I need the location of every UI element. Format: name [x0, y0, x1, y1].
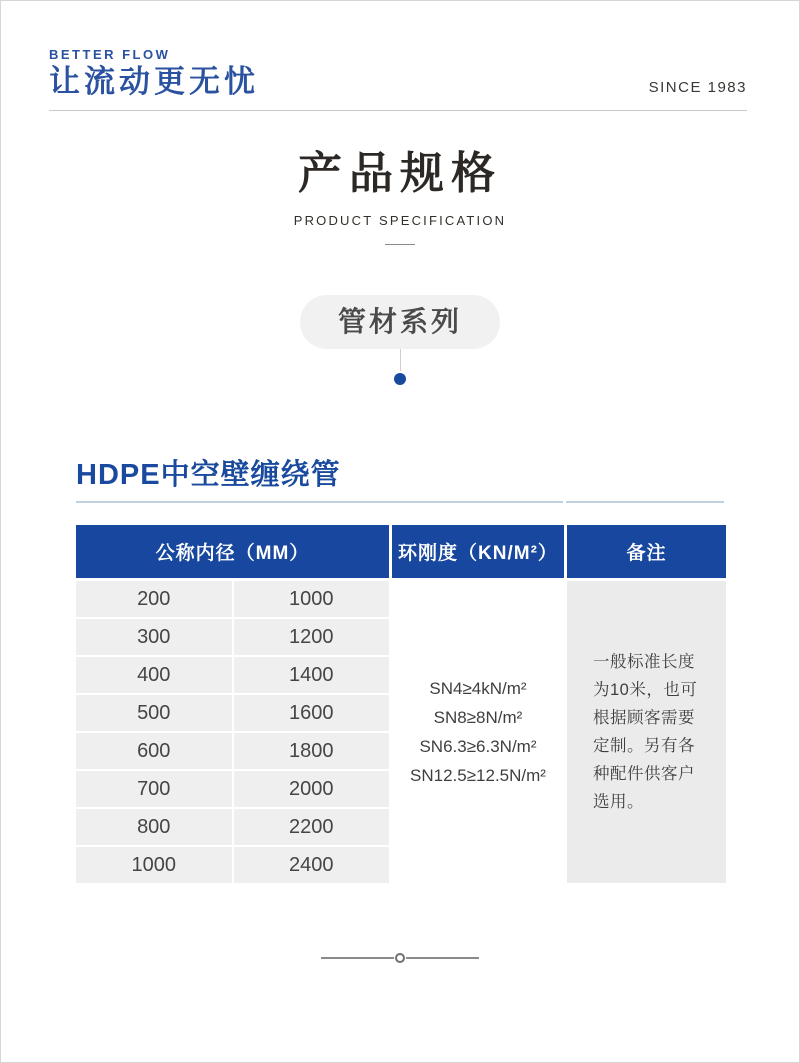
- diameter-cell: 700: [76, 771, 232, 807]
- content-area: [76, 459, 724, 963]
- table-row: [76, 771, 389, 807]
- stiffness-line: SN8≥8N/m²: [433, 708, 523, 727]
- diameter-cell: 1000: [76, 847, 232, 883]
- column-header-stiffness: 环刚度（KN/M²）: [392, 525, 564, 578]
- diameter-cell: 500: [76, 695, 232, 731]
- page-title: 产品规格: [298, 149, 502, 198]
- diameter-column: [76, 581, 389, 883]
- brand-logo: 让流动更无忧: [49, 64, 259, 99]
- badge-stem-line: [400, 349, 401, 371]
- stiffness-line: SN6.3≥6.3N/m²: [419, 737, 537, 756]
- title-dash: [385, 244, 415, 245]
- diameter-cell: 400: [76, 657, 232, 693]
- diameter-cell: 1000: [234, 581, 390, 617]
- diameter-cell: 1800: [234, 733, 390, 769]
- header-divider: [49, 110, 747, 111]
- table-row: [76, 619, 389, 655]
- table-row: [76, 657, 389, 693]
- stiffness-line: SN12.5≥12.5N/m²: [410, 766, 546, 785]
- diameter-cell: 800: [76, 809, 232, 845]
- ornament-line-right: [406, 957, 479, 959]
- diameter-cell: 1400: [234, 657, 390, 693]
- column-header-diameter: 公称内径（MM）: [76, 525, 389, 578]
- ornament-line-left: [321, 957, 394, 959]
- stiffness-cell: [392, 581, 564, 883]
- table-row: [76, 695, 389, 731]
- table-row: [76, 809, 389, 845]
- brand-tagline: BETTER FLOW: [49, 47, 171, 62]
- brand-block: [49, 47, 259, 100]
- since-label: SINCE 1983: [648, 79, 747, 96]
- diameter-cell: 2400: [234, 847, 390, 883]
- column-header-remark: 备注: [567, 525, 726, 578]
- page-header: [49, 47, 747, 111]
- diameter-cell: 2200: [234, 809, 390, 845]
- footer-ornament: [76, 953, 724, 963]
- series-badge: 管材系列: [300, 295, 500, 349]
- ornament-circle-icon: [395, 953, 405, 963]
- spec-table: [76, 525, 726, 883]
- diameter-cell: 300: [76, 619, 232, 655]
- remark-text: 一般标准长度为10米，也可根据顾客需要定制。另有各种配件供客户选用。: [593, 653, 698, 811]
- underline-segment-right: [566, 501, 724, 503]
- series-badge-block: [1, 295, 799, 385]
- diameter-cell: 600: [76, 733, 232, 769]
- title-block: [1, 149, 799, 245]
- page-subtitle: PRODUCT SPECIFICATION: [293, 213, 507, 228]
- table-row: [76, 847, 389, 883]
- section-underline: [76, 501, 724, 503]
- diameter-cell: 2000: [234, 771, 390, 807]
- diameter-cell: 1600: [234, 695, 390, 731]
- table-row: [76, 733, 389, 769]
- table-header-row: [76, 525, 726, 578]
- underline-segment-left: [76, 501, 563, 503]
- table-body: [76, 581, 726, 883]
- table-row: [76, 581, 389, 617]
- stiffness-line: SN4≥4kN/m²: [429, 679, 527, 698]
- badge-dot: [394, 373, 406, 385]
- diameter-cell: 1200: [234, 619, 390, 655]
- remark-cell: [567, 581, 726, 883]
- diameter-cell: 200: [76, 581, 232, 617]
- section-heading: HDPE中空壁缠绕管: [76, 459, 341, 491]
